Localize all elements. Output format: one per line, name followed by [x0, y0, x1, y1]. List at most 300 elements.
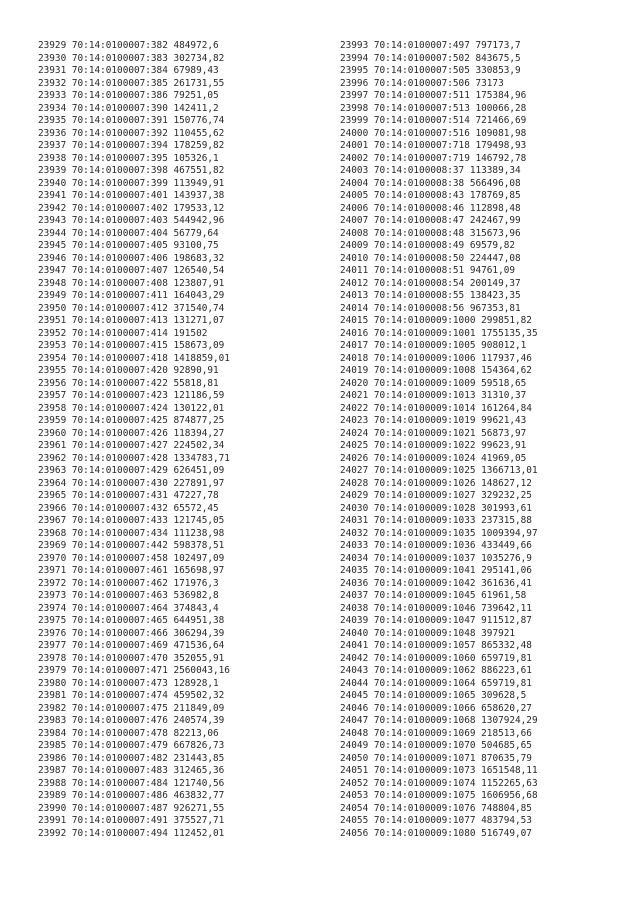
table-row [340, 278, 538, 291]
row-number: 24013 [340, 290, 369, 301]
row-number: 24012 [340, 277, 369, 289]
table-row [38, 665, 230, 678]
cadastral-number: 70:14:0100008:56 [373, 302, 465, 314]
cadastral-number: 70:14:0100007:511 [373, 90, 470, 101]
cadastral-number: 70:14:0100009:1064 [373, 677, 476, 689]
cadastral-number: 70:14:0100007:432 [71, 502, 168, 514]
value: 99621,43 [481, 415, 527, 426]
value: 65572,45 [173, 502, 219, 514]
cadastral-number: 70:14:0100007:463 [71, 590, 168, 601]
cadastral-number: 70:14:0100009:1075 [373, 790, 476, 801]
cadastral-number: 70:14:0100007:479 [71, 740, 168, 751]
cadastral-number: 70:14:0100009:1005 [373, 340, 476, 351]
cadastral-number: 70:14:0100009:1042 [373, 577, 476, 589]
table-row [340, 565, 538, 578]
table-row [340, 740, 538, 753]
cadastral-number: 70:14:0100009:1046 [373, 602, 476, 614]
value: 483794,53 [481, 815, 532, 826]
cadastral-number: 70:14:0100008:49 [373, 240, 465, 251]
table-row [38, 203, 230, 216]
cadastral-number: 70:14:0100009:1076 [373, 802, 476, 814]
row-number: 23983 [38, 715, 67, 726]
value: 967353,81 [469, 302, 521, 314]
table-row [38, 228, 230, 241]
row-number: 23965 [38, 490, 67, 501]
value: 908012,1 [481, 340, 527, 351]
cadastral-number: 70:14:0100007:458 [71, 552, 168, 564]
row-number: 23991 [38, 815, 67, 826]
cadastral-number: 70:14:0100009:1080 [373, 827, 476, 839]
row-number: 23971 [38, 565, 67, 576]
cadastral-number: 70:14:0100007:466 [71, 627, 168, 639]
cadastral-number: 70:14:0100007:442 [71, 540, 168, 551]
cadastral-number: 70:14:0100007:414 [71, 327, 168, 339]
row-number: 23986 [38, 752, 67, 764]
table-row [340, 90, 538, 103]
row-number: 24025 [340, 440, 369, 451]
table-row [38, 365, 230, 378]
table-row [38, 740, 230, 753]
value: 1035276,9 [481, 552, 532, 564]
row-number: 23944 [38, 227, 67, 239]
table-row [38, 415, 230, 428]
row-number: 23984 [38, 727, 67, 739]
table-row [340, 803, 538, 816]
value: 126540,54 [173, 265, 225, 276]
row-number: 23960 [38, 427, 67, 439]
row-number: 24010 [340, 252, 369, 264]
table-row [340, 390, 538, 403]
table-row [38, 553, 230, 566]
table-row [340, 603, 538, 616]
table-row [38, 178, 230, 191]
row-number: 23945 [38, 240, 67, 251]
cadastral-number: 70:14:0100009:1036 [373, 540, 476, 551]
value: 79251,05 [173, 90, 219, 101]
row-number: 24016 [340, 327, 369, 339]
cadastral-number: 70:14:0100008:55 [373, 290, 465, 301]
row-number: 24055 [340, 815, 369, 826]
cadastral-number: 70:14:0100007:474 [71, 690, 168, 701]
cadastral-number: 70:14:0100009:1048 [373, 627, 476, 639]
value: 721466,69 [475, 115, 527, 126]
row-number: 23931 [38, 65, 67, 76]
value: 178769,85 [469, 190, 521, 201]
table-row [38, 640, 230, 653]
row-number: 24021 [340, 390, 369, 401]
table-row [38, 165, 230, 178]
row-number: 23964 [38, 477, 67, 489]
table-row [340, 340, 538, 353]
row-number: 24005 [340, 190, 369, 201]
value: 659719,81 [481, 677, 532, 689]
value: 312465,36 [173, 765, 225, 776]
value: 109081,98 [475, 127, 527, 139]
cadastral-number: 70:14:0100007:395 [71, 152, 168, 164]
cadastral-number: 70:14:0100009:1037 [373, 552, 476, 564]
value: 797173,7 [475, 40, 521, 51]
row-number: 24004 [340, 177, 369, 189]
table-row [340, 178, 538, 191]
table-row [38, 528, 230, 541]
table-row [38, 678, 230, 691]
value: 31310,37 [481, 390, 527, 401]
table-row [340, 303, 538, 316]
row-number: 23953 [38, 340, 67, 351]
value: 218513,66 [481, 727, 532, 739]
cadastral-number: 70:14:0100007:429 [71, 465, 168, 476]
cadastral-number: 70:14:0100007:403 [71, 215, 168, 226]
cadastral-number: 70:14:0100007:411 [71, 290, 168, 301]
table-row [38, 290, 230, 303]
table-row [340, 540, 538, 553]
table-row [340, 815, 538, 828]
table-row [340, 503, 538, 516]
row-number: 23933 [38, 90, 67, 101]
value: 748804,85 [481, 802, 532, 814]
row-number: 23929 [38, 40, 67, 51]
value: 433449,66 [481, 540, 532, 551]
cadastral-number: 70:14:0100007:384 [71, 65, 168, 76]
cadastral-number: 70:14:0100007:392 [71, 127, 168, 139]
cadastral-number: 70:14:0100008:47 [373, 215, 465, 226]
cadastral-number: 70:14:0100008:38 [373, 177, 465, 189]
row-number: 24003 [340, 165, 369, 176]
row-number: 23958 [38, 402, 67, 414]
cadastral-number: 70:14:0100008:37 [373, 165, 465, 176]
row-number: 24011 [340, 265, 369, 276]
cadastral-number: 70:14:0100009:1014 [373, 402, 476, 414]
row-number: 24052 [340, 777, 369, 789]
value: 73173 [475, 77, 504, 89]
table-row [340, 590, 538, 603]
row-number: 23993 [340, 40, 369, 51]
value: 516749,07 [481, 827, 532, 839]
table-row [38, 703, 230, 716]
table-row [38, 103, 230, 116]
table-row [340, 215, 538, 228]
row-number: 24008 [340, 227, 369, 239]
cadastral-number: 70:14:0100007:407 [71, 265, 168, 276]
value: 161264,84 [481, 402, 532, 414]
row-number: 23951 [38, 315, 67, 326]
table-row [38, 440, 230, 453]
table-row [340, 640, 538, 653]
table-row [38, 690, 230, 703]
row-number: 24018 [340, 352, 369, 364]
row-number: 23989 [38, 790, 67, 801]
value: 113389,34 [469, 165, 521, 176]
value: 41969,05 [481, 452, 527, 464]
value: 329232,25 [481, 490, 532, 501]
cadastral-number: 70:14:0100007:390 [71, 102, 168, 114]
row-number: 23997 [340, 90, 369, 101]
table-row [38, 628, 230, 641]
row-number: 23962 [38, 452, 67, 464]
cadastral-number: 70:14:0100007:476 [71, 715, 168, 726]
cadastral-number: 70:14:0100009:1035 [373, 527, 476, 539]
value: 242467,99 [469, 215, 521, 226]
row-number: 23992 [38, 827, 67, 839]
cadastral-number: 70:14:0100007:502 [373, 52, 470, 64]
cadastral-number: 70:14:0100007:418 [71, 352, 168, 364]
table-row [340, 128, 538, 141]
row-number: 23937 [38, 140, 67, 151]
table-row [340, 65, 538, 78]
value: 644951,38 [173, 615, 225, 626]
value: 128928,1 [173, 677, 219, 689]
table-row [38, 390, 230, 403]
table-row [340, 715, 538, 728]
value: 536982,8 [173, 590, 219, 601]
table-row [340, 378, 538, 391]
row-number: 23956 [38, 377, 67, 389]
row-number: 23940 [38, 177, 67, 189]
row-number: 23999 [340, 115, 369, 126]
value: 123807,91 [173, 277, 225, 289]
cadastral-number: 70:14:0100009:1069 [373, 727, 476, 739]
value: 113949,91 [173, 177, 225, 189]
cadastral-number: 70:14:0100007:391 [71, 115, 168, 126]
row-number: 23979 [38, 665, 67, 676]
table-row [38, 353, 230, 366]
value: 67989,43 [173, 65, 219, 76]
cadastral-number: 70:14:0100009:1066 [373, 702, 476, 714]
cadastral-number: 70:14:0100007:497 [373, 40, 470, 51]
value: 1009394,97 [481, 527, 538, 539]
cadastral-number: 70:14:0100007:473 [71, 677, 168, 689]
cadastral-number: 70:14:0100007:465 [71, 615, 168, 626]
row-number: 23932 [38, 77, 67, 89]
cadastral-number: 70:14:0100007:399 [71, 177, 168, 189]
row-number: 23955 [38, 365, 67, 376]
table-row [38, 340, 230, 353]
value: 146792,78 [475, 152, 527, 164]
table-row [340, 690, 538, 703]
row-number: 23970 [38, 552, 67, 564]
table-row [38, 828, 230, 841]
cadastral-number: 70:14:0100007:424 [71, 402, 168, 414]
cadastral-number: 70:14:0100007:434 [71, 527, 168, 539]
value: 544942,96 [173, 215, 225, 226]
table-row [38, 40, 230, 53]
table-row [340, 153, 538, 166]
row-number: 23941 [38, 190, 67, 201]
table-row [38, 303, 230, 316]
cadastral-number: 70:14:0100007:470 [71, 652, 168, 664]
table-row [38, 578, 230, 591]
cadastral-number: 70:14:0100007:425 [71, 415, 168, 426]
cadastral-number: 70:14:0100009:1062 [373, 665, 476, 676]
row-number: 24041 [340, 640, 369, 651]
value: 165698,97 [173, 565, 225, 576]
row-number: 24026 [340, 452, 369, 464]
table-row [340, 328, 538, 341]
table-row [38, 565, 230, 578]
cadastral-number: 70:14:0100007:461 [71, 565, 168, 576]
cadastral-number: 70:14:0100009:1068 [373, 715, 476, 726]
value: 237315,88 [481, 515, 532, 526]
cadastral-number: 70:14:0100008:51 [373, 265, 465, 276]
table-row [340, 165, 538, 178]
table-row [340, 428, 538, 441]
cadastral-number: 70:14:0100009:1001 [373, 327, 476, 339]
cadastral-number: 70:14:0100008:54 [373, 277, 465, 289]
cadastral-number: 70:14:0100009:1073 [373, 765, 476, 776]
table-row [340, 678, 538, 691]
value: 865332,48 [481, 640, 532, 651]
table-row [340, 615, 538, 628]
row-number: 23961 [38, 440, 67, 451]
cadastral-number: 70:14:0100007:514 [373, 115, 470, 126]
value: 102497,09 [173, 552, 225, 564]
cadastral-number: 70:14:0100007:406 [71, 252, 168, 264]
left-column [38, 40, 230, 840]
row-number: 24009 [340, 240, 369, 251]
cadastral-number: 70:14:0100007:427 [71, 440, 168, 451]
value: 911512,87 [481, 615, 532, 626]
table-row [38, 503, 230, 516]
table-row [38, 315, 230, 328]
value: 299851,82 [481, 315, 532, 326]
row-number: 23952 [38, 327, 67, 339]
value: 130122,01 [173, 402, 225, 414]
table-row [340, 203, 538, 216]
value: 231443,85 [173, 752, 225, 764]
value: 82213,06 [173, 727, 219, 739]
value: 171976,3 [173, 577, 219, 589]
value: 739642,11 [481, 602, 532, 614]
row-number: 24056 [340, 827, 369, 839]
value: 315673,96 [469, 227, 521, 239]
cadastral-number: 70:14:0100009:1021 [373, 427, 476, 439]
row-number: 24038 [340, 602, 369, 614]
value: 1366713,01 [481, 465, 538, 476]
row-number: 23930 [38, 52, 67, 64]
value: 1307924,29 [481, 715, 538, 726]
table-row [38, 790, 230, 803]
cadastral-number: 70:14:0100009:1074 [373, 777, 476, 789]
table-row [38, 515, 230, 528]
table-row [340, 778, 538, 791]
table-row [38, 615, 230, 628]
cadastral-number: 70:14:0100007:506 [373, 77, 470, 89]
table-row [340, 703, 538, 716]
row-number: 24050 [340, 752, 369, 764]
cadastral-number: 70:14:0100007:426 [71, 427, 168, 439]
table-row [340, 728, 538, 741]
row-number: 23939 [38, 165, 67, 176]
value: 2560043,16 [173, 665, 230, 676]
row-number: 23974 [38, 602, 67, 614]
row-number: 23934 [38, 102, 67, 114]
value: 658620,27 [481, 702, 532, 714]
row-number: 24006 [340, 202, 369, 214]
value: 843675,5 [475, 52, 521, 64]
value: 1418859,01 [173, 352, 230, 364]
table-row [340, 290, 538, 303]
value: 61961,58 [481, 590, 527, 601]
row-number: 24035 [340, 565, 369, 576]
value: 874877,25 [173, 415, 225, 426]
cadastral-number: 70:14:0100007:385 [71, 77, 168, 89]
value: 566496,08 [469, 177, 521, 189]
row-number: 24000 [340, 127, 369, 139]
cadastral-number: 70:14:0100007:420 [71, 365, 168, 376]
row-number: 24042 [340, 652, 369, 664]
table-row [340, 315, 538, 328]
value: 175384,96 [475, 90, 527, 101]
row-number: 24051 [340, 765, 369, 776]
row-number: 23968 [38, 527, 67, 539]
table-row [340, 628, 538, 641]
value: 224502,34 [173, 440, 225, 451]
row-number: 23987 [38, 765, 67, 776]
row-number: 24033 [340, 540, 369, 551]
row-number: 24036 [340, 577, 369, 589]
value: 55818,81 [173, 377, 219, 389]
table-row [340, 228, 538, 241]
row-number: 23966 [38, 502, 67, 514]
cadastral-number: 70:14:0100007:423 [71, 390, 168, 401]
cadastral-number: 70:14:0100007:422 [71, 377, 168, 389]
table-row [340, 103, 538, 116]
value: 371540,74 [173, 302, 225, 314]
value: 117937,46 [481, 352, 532, 364]
row-number: 23977 [38, 640, 67, 651]
row-number: 24020 [340, 377, 369, 389]
cadastral-number: 70:14:0100007:428 [71, 452, 168, 464]
value: 261731,55 [173, 77, 225, 89]
cadastral-number: 70:14:0100007:404 [71, 227, 168, 239]
table-row [38, 765, 230, 778]
row-number: 23943 [38, 215, 67, 226]
table-row [340, 403, 538, 416]
row-number: 23942 [38, 202, 67, 214]
cadastral-number: 70:14:0100009:1009 [373, 377, 476, 389]
row-number: 24053 [340, 790, 369, 801]
value: 309628,5 [481, 690, 527, 701]
table-row [38, 65, 230, 78]
table-row [340, 140, 538, 153]
cadastral-number: 70:14:0100009:1047 [373, 615, 476, 626]
table-row [340, 78, 538, 91]
cadastral-number: 70:14:0100007:483 [71, 765, 168, 776]
cadastral-number: 70:14:0100009:1022 [373, 440, 476, 451]
value: 459502,32 [173, 690, 225, 701]
cadastral-number: 70:14:0100009:1070 [373, 740, 476, 751]
cadastral-number: 70:14:0100009:1026 [373, 477, 476, 489]
cadastral-number: 70:14:0100007:408 [71, 277, 168, 289]
cadastral-number: 70:14:0100009:1065 [373, 690, 476, 701]
value: 154364,62 [481, 365, 532, 376]
cadastral-number: 70:14:0100009:1077 [373, 815, 476, 826]
value: 626451,09 [173, 465, 225, 476]
cadastral-number: 70:14:0100007:415 [71, 340, 168, 351]
row-number: 24031 [340, 515, 369, 526]
table-row [340, 653, 538, 666]
table-row [38, 215, 230, 228]
table-row [38, 540, 230, 553]
cadastral-number: 70:14:0100008:46 [373, 202, 465, 214]
row-number: 24007 [340, 215, 369, 226]
table-row [38, 328, 230, 341]
table-row [38, 803, 230, 816]
cadastral-number: 70:14:0100009:1006 [373, 352, 476, 364]
table-row [38, 190, 230, 203]
row-number: 24024 [340, 427, 369, 439]
value: 99623,91 [481, 440, 527, 451]
